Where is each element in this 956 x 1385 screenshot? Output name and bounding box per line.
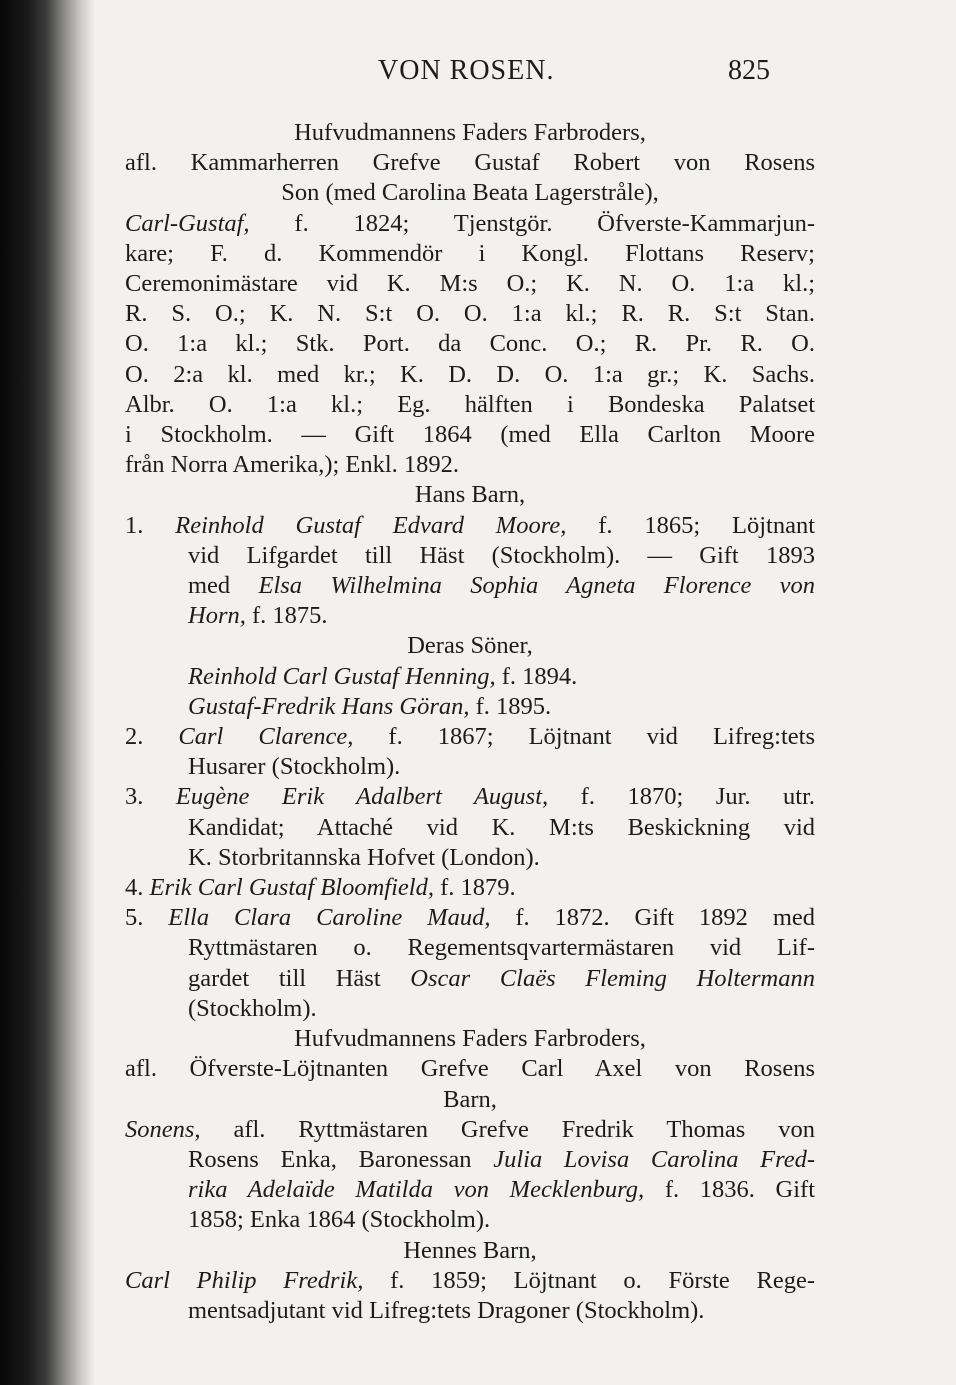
text-line: Horn, f. 1875.: [188, 602, 328, 630]
text-line: kare; F. d. Kommendör i Kongl. Flottans Reserv;: [125, 239, 815, 267]
text-line: med Elsa Wilhelmina Sophia Agneta Florence von: [188, 572, 815, 600]
text-line: Sonens, afl. Ryttmästaren Grefve Fredrik Thomas von: [125, 1115, 815, 1143]
book-spine-shadow: [0, 0, 95, 1385]
person-name: Ella Clara Caroline Maud,: [168, 904, 491, 932]
person-name: Carl Clarence,: [178, 723, 354, 751]
person-name: Julia Lovisa Carolina Fred-: [493, 1145, 815, 1173]
person-name: Horn,: [188, 602, 246, 630]
text-line: Albr. O. 1:a kl.; Eg. hälften i Bondeska Palatset: [125, 390, 815, 418]
person-name: Carl Philip Fredrik,: [125, 1266, 364, 1294]
section-heading: Hufvudmannens Faders Farbroders,: [294, 119, 646, 146]
section-heading: Barn,: [443, 1085, 497, 1113]
section-heading: Hennes Barn,: [403, 1236, 537, 1264]
section-heading: Deras Söner,: [407, 632, 533, 660]
text-line: 1. Reinhold Gustaf Edvard Moore, f. 1865; Löjtnant: [125, 511, 816, 539]
text-line: O. 1:a kl.; Stk. Port. da Conc. O.; R. Pr. R. O.: [125, 330, 815, 358]
person-name: Gustaf-Fredrik Hans Göran,: [188, 692, 470, 720]
text-line: vid Lifgardet till Häst (Stockholm). — Gift 1893: [188, 541, 815, 569]
text-line: mentsadjutant vid Lifreg:tets Dragoner (Stockholm).: [188, 1296, 705, 1324]
text-line: 2. Carl Clarence, f. 1867; Löjtnant vid Lifreg:tets: [125, 723, 815, 751]
body-text: [125, 118, 815, 1326]
text-line: Kandidat; Attaché vid K. M:ts Beskickning vid: [188, 813, 815, 841]
text-line: gardet till Häst Oscar Claës Fleming Holtermann: [188, 964, 815, 992]
text-line: R. S. O.; K. N. S:t O. O. 1:a kl.; R. R. S:t Stan.: [125, 300, 815, 328]
text-line: O. 2:a kl. med kr.; K. D. D. O. 1:a gr.; K. Sachs.: [125, 360, 815, 388]
running-head: VON ROSEN.: [378, 55, 555, 86]
text-line: Son (med Carolina Beata Lagerstråle),: [281, 179, 659, 207]
text-line: 1858; Enka 1864 (Stockholm).: [188, 1206, 491, 1234]
person-name: Reinhold Carl Gustaf Henning,: [188, 662, 496, 690]
text-line: (Stockholm).: [188, 994, 317, 1022]
section-heading: Hufvudmannens Faders Farbroders,: [294, 1025, 646, 1053]
text-line: Gustaf-Fredrik Hans Göran, f. 1895.: [188, 692, 552, 720]
text-line: Husarer (Stockholm).: [188, 753, 401, 781]
person-name: Elsa Wilhelmina Sophia Agneta Florence von: [258, 572, 815, 600]
person-name: Reinhold Gustaf Edvard Moore,: [175, 511, 567, 539]
text-line: K. Storbritannska Hofvet (London).: [188, 843, 540, 871]
person-name: Oscar Claës Fleming Holtermann: [410, 964, 815, 992]
text-line: 5. Ella Clara Caroline Maud, f. 1872. Gift 1892 med: [125, 904, 815, 932]
text-line: Ryttmästaren o. Regementsqvartermästaren vid Lif-: [188, 934, 815, 962]
text-line: 3. Eugène Erik Adalbert August, f. 1870; Jur. utr.: [125, 783, 816, 811]
text-line: Carl-Gustaf, f. 1824; Tjenstgör. Öfverste-Kammarjun-: [125, 209, 815, 237]
text-line: rika Adelaïde Matilda von Mecklenburg, f. 1836. Gift: [188, 1176, 815, 1204]
person-name: Carl-Gustaf,: [125, 209, 250, 237]
text-line: Carl Philip Fredrik, f. 1859; Löjtnant o. Förste Rege-: [125, 1266, 816, 1294]
text-line: afl. Öfverste-Löjtnanten Grefve Carl Axel von Rosens: [125, 1055, 815, 1083]
text-line: Reinhold Carl Gustaf Henning, f. 1894.: [188, 662, 578, 690]
page-number: 825: [728, 55, 770, 86]
page-header: [130, 55, 770, 95]
text-line: från Norra Amerika,); Enkl. 1892.: [125, 451, 460, 479]
text-line: Rosens Enka, Baronessan Julia Lovisa Carolina Fred-: [188, 1145, 815, 1173]
text-line: afl. Kammarherren Grefve Gustaf Robert von Rosens: [125, 149, 815, 177]
person-name: Eugène Erik Adalbert August,: [175, 783, 549, 811]
person-name: Erik Carl Gustaf Bloomfield,: [149, 874, 434, 902]
text-line: i Stockholm. — Gift 1864 (med Ella Carlton Moore: [125, 421, 815, 449]
section-heading: Hans Barn,: [414, 481, 526, 509]
text-line: 4. Erik Carl Gustaf Bloomfield, f. 1879.: [125, 874, 516, 902]
text-line: Ceremonimästare vid K. M:s O.; K. N. O. 1:a kl.;: [125, 270, 815, 298]
person-name: rika Adelaïde Matilda von Mecklenburg,: [188, 1176, 645, 1204]
